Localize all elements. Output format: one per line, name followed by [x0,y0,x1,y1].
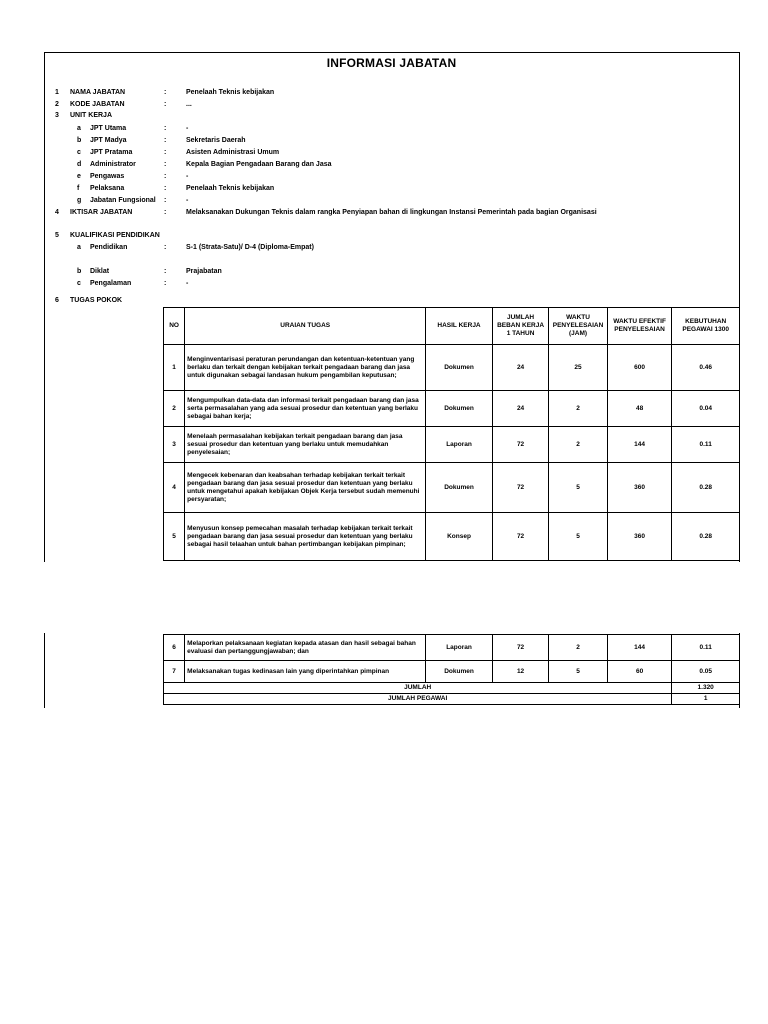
header-no: NO [164,308,185,345]
cell-jumlah: 12 [492,661,548,683]
header-waktu: WAKTU PENYELESAIAN (JAM) [549,308,608,345]
cell-waktu: 2 [549,635,608,661]
cell-kebutuhan: 0.46 [672,345,740,391]
table-row [164,513,740,561]
sub-colon: : [164,185,167,192]
cell-no: 4 [164,463,185,513]
sub-label: Jabatan Fungsional [90,197,156,204]
cell-uraian: Melaporkan pelaksanaan kegiatan kepada atasan dan hasil sebagai bahan evaluasi dan pertanggungjawaban; dan [185,635,426,661]
field-label-nama-jabatan: NAMA JABATAN [70,89,126,96]
sub-colon: : [164,280,167,287]
field-colon: : [164,89,167,96]
cell-hasil: Dokumen [426,345,493,391]
total-row [164,683,740,694]
header-uraian: URAIAN TUGAS [185,308,426,345]
cell-uraian: Menyusun konsep pemecahan masalah terhadap kebijakan terkait terkait pengadaan barang dan jasa sesuai prosedur dan ketentuan yang berlaku sebagai hasil telaahan untuk bahan pertimbangan kebijakan pimpinan; [185,513,426,561]
cell-kebutuhan: 0.04 [672,391,740,427]
cell-jumlah: 72 [492,427,548,463]
sub-value: - [186,125,189,132]
header-kebutuhan: KEBUTUHAN PEGAWAI 1300 [672,308,740,345]
cell-no: 3 [164,427,185,463]
total-pegawai-label: JUMLAH PEGAWAI [164,694,672,705]
cell-jumlah: 72 [492,513,548,561]
frame-left-border [44,52,45,562]
cell-jumlah: 72 [492,635,548,661]
sub-label: JPT Utama [90,125,127,132]
cell-kebutuhan: 0.28 [672,463,740,513]
field-colon: : [164,209,167,216]
cell-hasil: Laporan [426,635,493,661]
sub-value: - [186,280,189,287]
sub-letter: a [77,125,81,132]
sub-letter: c [77,280,81,287]
sub-letter: e [77,173,81,180]
sub-label: Pengalaman [90,280,132,287]
sub-value: S-1 (Strata-Satu)/ D-4 (Diploma-Empat) [186,244,314,251]
field-num: 2 [55,101,59,108]
cell-uraian: Menelaah permasalahan kebijakan terkait pengadaan barang dan jasa sesuai prosedur dan ketentuan yang berlaku untuk memudahkan penyelesaian; [185,427,426,463]
cell-uraian: Menginventarisasi peraturan perundangan dan ketentuan-ketentuan yang berlaku dan terkait dengan kebijakan terkait pengadaan barang dan jasa untuk digunakan sebagai landasan hukum pengambilan keputusan; [185,345,426,391]
sub-value: - [186,173,189,180]
cell-kebutuhan: 0.28 [672,513,740,561]
cell-hasil: Dokumen [426,463,493,513]
sub-label: Pengawas [90,173,125,180]
header-efektif: WAKTU EFEKTIF PENYELESAIAN [607,308,672,345]
cell-uraian: Melaksanakan tugas kedinasan lain yang diperintahkan pimpinan [185,661,426,683]
frame-left-border-page2 [44,633,45,708]
cell-efektif: 144 [607,635,672,661]
sub-value: Prajabatan [186,268,222,275]
cell-efektif: 48 [607,391,672,427]
cell-hasil: Dokumen [426,661,493,683]
sub-label: JPT Pratama [90,149,133,156]
sub-letter: c [77,149,81,156]
header-jumlah: JUMLAH BEBAN KERJA 1 TAHUN [492,308,548,345]
table-row [164,463,740,513]
cell-waktu: 2 [549,427,608,463]
cell-hasil: Dokumen [426,391,493,427]
sub-label: Diklat [90,268,110,275]
sub-letter: b [77,268,82,275]
field-colon: : [164,101,167,108]
field-label-tugas-pokok: TUGAS POKOK [70,297,123,304]
field-value-kode-jabatan: ... [186,101,192,108]
field-value-ikhtisar: Melaksanakan Dukungan Teknis dalam rangka Penyiapan bahan di lingkungan Instansi Pemerintah pada bagian Organisasi [186,209,597,216]
sub-value: Sekretaris Daerah [186,137,246,144]
frame-top-line [44,52,739,53]
cell-hasil: Konsep [426,513,493,561]
cell-efektif: 360 [607,513,672,561]
cell-uraian: Mengecek kebenaran dan keabsahan terhadap kebijakan terkait terkait pengadaan barang dan jasa sesuai prosedur dan ketentuan yang berlaku untuk mengetahui apakah kebijakan Objek Kerja tersebut sudah memenuhi persyaratan; [185,463,426,513]
sub-letter: g [77,197,82,204]
cell-jumlah: 72 [492,463,548,513]
sub-letter: d [77,161,82,168]
cell-waktu: 2 [549,391,608,427]
sub-letter: b [77,137,82,144]
cell-no: 5 [164,513,185,561]
sub-colon: : [164,161,167,168]
sub-letter: f [77,185,80,192]
header-hasil: HASIL KERJA [426,308,493,345]
sub-label: JPT Madya [90,137,127,144]
sub-label: Pendidikan [90,244,128,251]
cell-efektif: 60 [607,661,672,683]
cell-efektif: 360 [607,463,672,513]
field-label-unit-kerja: UNIT KERJA [70,112,113,119]
cell-jumlah: 24 [492,345,548,391]
cell-waktu: 25 [549,345,608,391]
field-label-kode-jabatan: KODE JABATAN [70,101,125,108]
table-row [164,635,740,661]
tugas-table-continued [163,634,740,705]
cell-no: 6 [164,635,185,661]
table-header-row [164,308,740,345]
total-label: JUMLAH [164,683,672,694]
cell-no: 7 [164,661,185,683]
cell-waktu: 5 [549,661,608,683]
cell-kebutuhan: 0.05 [672,661,740,683]
total-value: 1.320 [672,683,740,694]
table-row [164,427,740,463]
field-label-ikhtisar: IKTISAR JABATAN [70,209,133,216]
sub-colon: : [164,149,167,156]
cell-kebutuhan: 0.11 [672,427,740,463]
sub-colon: : [164,197,167,204]
sub-label: Administrator [90,161,136,168]
field-num: 6 [55,297,59,304]
cell-kebutuhan: 0.11 [672,635,740,661]
total-row [164,694,740,705]
sub-colon: : [164,244,167,251]
total-pegawai-value: 1 [672,694,740,705]
sub-value: Asisten Administrasi Umum [186,149,280,156]
field-label-kualifikasi: KUALIFIKASI PENDIDIKAN [70,232,160,239]
sub-value: Penelaah Teknis kebijakan [186,185,275,192]
table-row [164,391,740,427]
cell-no: 1 [164,345,185,391]
cell-waktu: 5 [549,513,608,561]
sub-colon: : [164,125,167,132]
cell-jumlah: 24 [492,391,548,427]
cell-efektif: 144 [607,427,672,463]
cell-hasil: Laporan [426,427,493,463]
field-num: 1 [55,89,59,96]
table-row [164,345,740,391]
cell-waktu: 5 [549,463,608,513]
sub-letter: a [77,244,81,251]
sub-colon: : [164,137,167,144]
cell-uraian: Mengumpulkan data-data dan informasi terkait pengadaan barang dan jasa serta permasalahan yang ada sesuai prosedur dan ketentuan yang berlaku sebagai bahan kerja; [185,391,426,427]
sub-colon: : [164,173,167,180]
page-title: INFORMASI JABATAN [326,56,457,70]
sub-label: Pelaksana [90,185,125,192]
sub-colon: : [164,268,167,275]
sub-value: - [186,197,189,204]
cell-efektif: 600 [607,345,672,391]
field-num: 5 [55,232,59,239]
sub-value: Kepala Bagian Pengadaan Barang dan Jasa [186,161,332,168]
field-value-nama-jabatan: Penelaah Teknis kebijakan [186,89,275,96]
field-num: 3 [55,112,59,119]
cell-no: 2 [164,391,185,427]
table-row [164,661,740,683]
tugas-table [163,307,740,561]
field-num: 4 [55,209,59,216]
